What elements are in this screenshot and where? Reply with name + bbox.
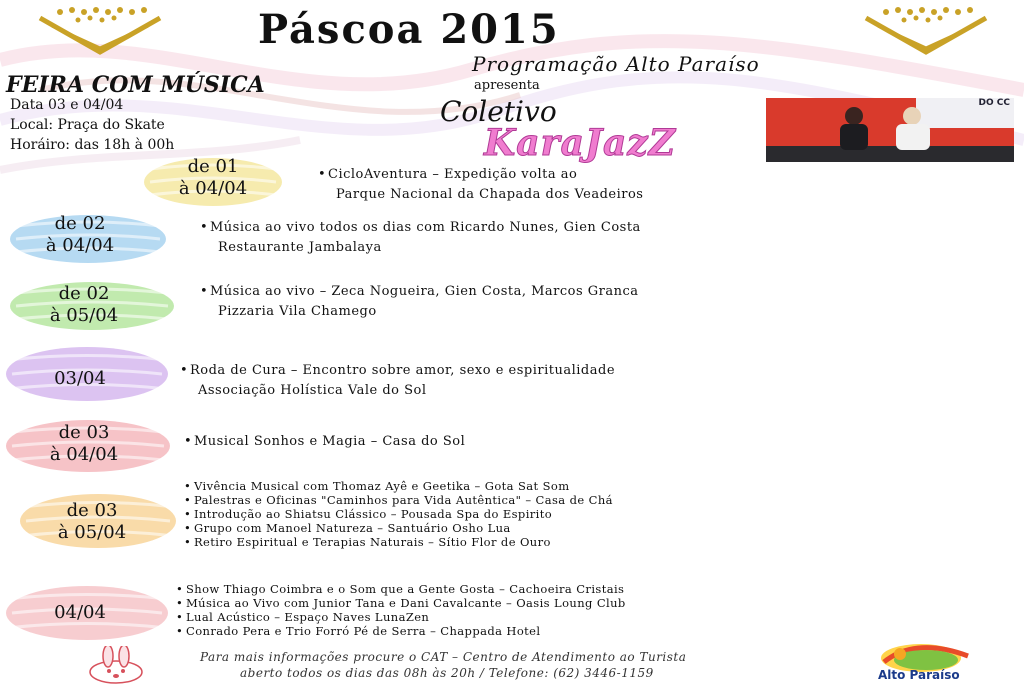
date-range-line-2: à 04/04 xyxy=(49,444,119,465)
event-text: Restaurante Jambalaya xyxy=(218,240,382,255)
fair-hours: Horáiro: das 18h à 00h xyxy=(10,137,175,153)
event-text: Vivência Musical com Thomaz Ayê e Geetika – Gota Sat Som xyxy=(194,479,570,493)
event-item xyxy=(176,582,624,596)
event-text: Grupo com Manoel Natureza – Santuário Osho Lua xyxy=(194,521,511,535)
page-title: Páscoa 2015 xyxy=(258,6,560,53)
event-text: Show Thiago Coimbra e o Som que a Gente Gosta – Cachoeira Cristais xyxy=(186,582,625,596)
date-range-label xyxy=(42,500,142,544)
bullet-icon: • xyxy=(176,582,184,596)
date-range-label xyxy=(34,283,134,327)
bullet-icon: • xyxy=(184,434,193,449)
event-item xyxy=(200,220,641,235)
date-range-line-2: à 05/04 xyxy=(57,522,127,543)
gold-crown-logo-left xyxy=(30,4,170,56)
event-text: Conrado Pera e Trio Forró Pé de Serra – Chappada Hotel xyxy=(186,624,541,638)
event-item xyxy=(184,535,551,549)
gold-crown-logo-right xyxy=(856,4,996,56)
bullet-icon: • xyxy=(176,624,184,638)
bullet-icon: • xyxy=(318,167,327,182)
bunny-icon xyxy=(78,646,154,684)
date-range-label xyxy=(34,422,134,466)
event-item xyxy=(318,167,577,182)
date-range-label xyxy=(30,213,130,257)
alto-paraiso-logo-text: Alto Paraíso xyxy=(878,668,960,682)
bullet-icon: • xyxy=(200,284,209,299)
bullet-icon: • xyxy=(180,363,189,378)
fair-title: FEIRA COM MÚSICA xyxy=(6,72,265,98)
fair-place: Local: Praça do Skate xyxy=(10,117,165,133)
event-text: Palestras e Oficinas "Caminhos para Vida Autêntica" – Casa de Chá xyxy=(194,493,613,507)
date-range-label xyxy=(30,602,130,624)
event-text: Música ao vivo todos os dias com Ricardo Nunes, Gien Costa xyxy=(210,220,641,235)
event-text: Música ao vivo – Zeca Nogueira, Gien Costa, Marcos Granca xyxy=(210,284,639,299)
band-name-line2: KaraJazZ xyxy=(484,122,676,164)
bullet-icon: • xyxy=(184,507,192,521)
date-range-line-1: de 02 xyxy=(54,213,106,234)
date-range-line-1: de 02 xyxy=(58,283,110,304)
band-name-line1: Coletivo xyxy=(440,95,557,128)
date-range-label xyxy=(163,156,263,200)
footer-line-1: Para mais informações procure o CAT – Centro de Atendimento ao Turista xyxy=(200,650,687,664)
bullet-icon: • xyxy=(176,596,184,610)
bullet-icon: • xyxy=(184,479,192,493)
event-item xyxy=(336,187,643,202)
event-item xyxy=(184,434,465,449)
event-item xyxy=(184,507,552,521)
date-range-line-1: de 01 xyxy=(187,156,239,177)
date-range-line-1: 03/04 xyxy=(54,368,106,389)
event-text: Lual Acústico – Espaço Naves LunaZen xyxy=(186,610,430,624)
event-text: Introdução ao Shiatsu Clássico – Pousada Spa do Espirito xyxy=(194,507,553,521)
event-text: Associação Holística Vale do Sol xyxy=(198,383,427,398)
date-range-line-1: de 03 xyxy=(66,500,118,521)
event-item xyxy=(198,383,427,398)
event-item xyxy=(180,363,615,378)
band-photo-image xyxy=(766,98,1014,162)
bullet-icon: • xyxy=(184,535,192,549)
event-item xyxy=(218,304,377,319)
event-item xyxy=(176,610,429,624)
event-item xyxy=(184,521,511,535)
event-text: Musical Sonhos e Magia – Casa do Sol xyxy=(194,434,466,449)
band-photo-caption: DO CC xyxy=(978,98,1010,108)
page-subtitle: Programação Alto Paraíso xyxy=(472,52,760,76)
event-item xyxy=(184,479,570,493)
event-item xyxy=(200,284,639,299)
footer-line-2: aberto todos os dias das 08h às 20h / Telefone: (62) 3446-1159 xyxy=(240,666,654,680)
event-item xyxy=(176,596,626,610)
event-item xyxy=(218,240,382,255)
event-text: Roda de Cura – Encontro sobre amor, sexo e espiritualidade xyxy=(190,363,616,378)
event-text: Parque Nacional da Chapada dos Veadeiros xyxy=(336,187,644,202)
event-text: Música ao Vivo com Junior Tana e Dani Cavalcante – Oasis Loung Club xyxy=(186,596,626,610)
event-text: Pizzaria Vila Chamego xyxy=(218,304,377,319)
bullet-icon: • xyxy=(176,610,184,624)
date-range-line-2: à 04/04 xyxy=(45,235,115,256)
bullet-icon: • xyxy=(184,521,192,535)
date-range-line-2: à 04/04 xyxy=(178,178,248,199)
fair-date: Data 03 e 04/04 xyxy=(10,97,124,113)
date-range-label xyxy=(30,368,130,390)
bullet-icon: • xyxy=(200,220,209,235)
event-item xyxy=(176,624,540,638)
date-range-line-1: 04/04 xyxy=(54,602,106,623)
presents-label: apresenta xyxy=(474,78,540,93)
event-item xyxy=(184,493,613,507)
event-text: Retiro Espiritual e Terapias Naturais – Sítio Flor de Ouro xyxy=(194,535,551,549)
date-range-line-2: à 05/04 xyxy=(49,305,119,326)
bullet-icon: • xyxy=(184,493,192,507)
event-text: CicloAventura – Expedição volta ao xyxy=(328,167,578,182)
date-range-line-1: de 03 xyxy=(58,422,110,443)
band-photo xyxy=(766,98,1014,162)
